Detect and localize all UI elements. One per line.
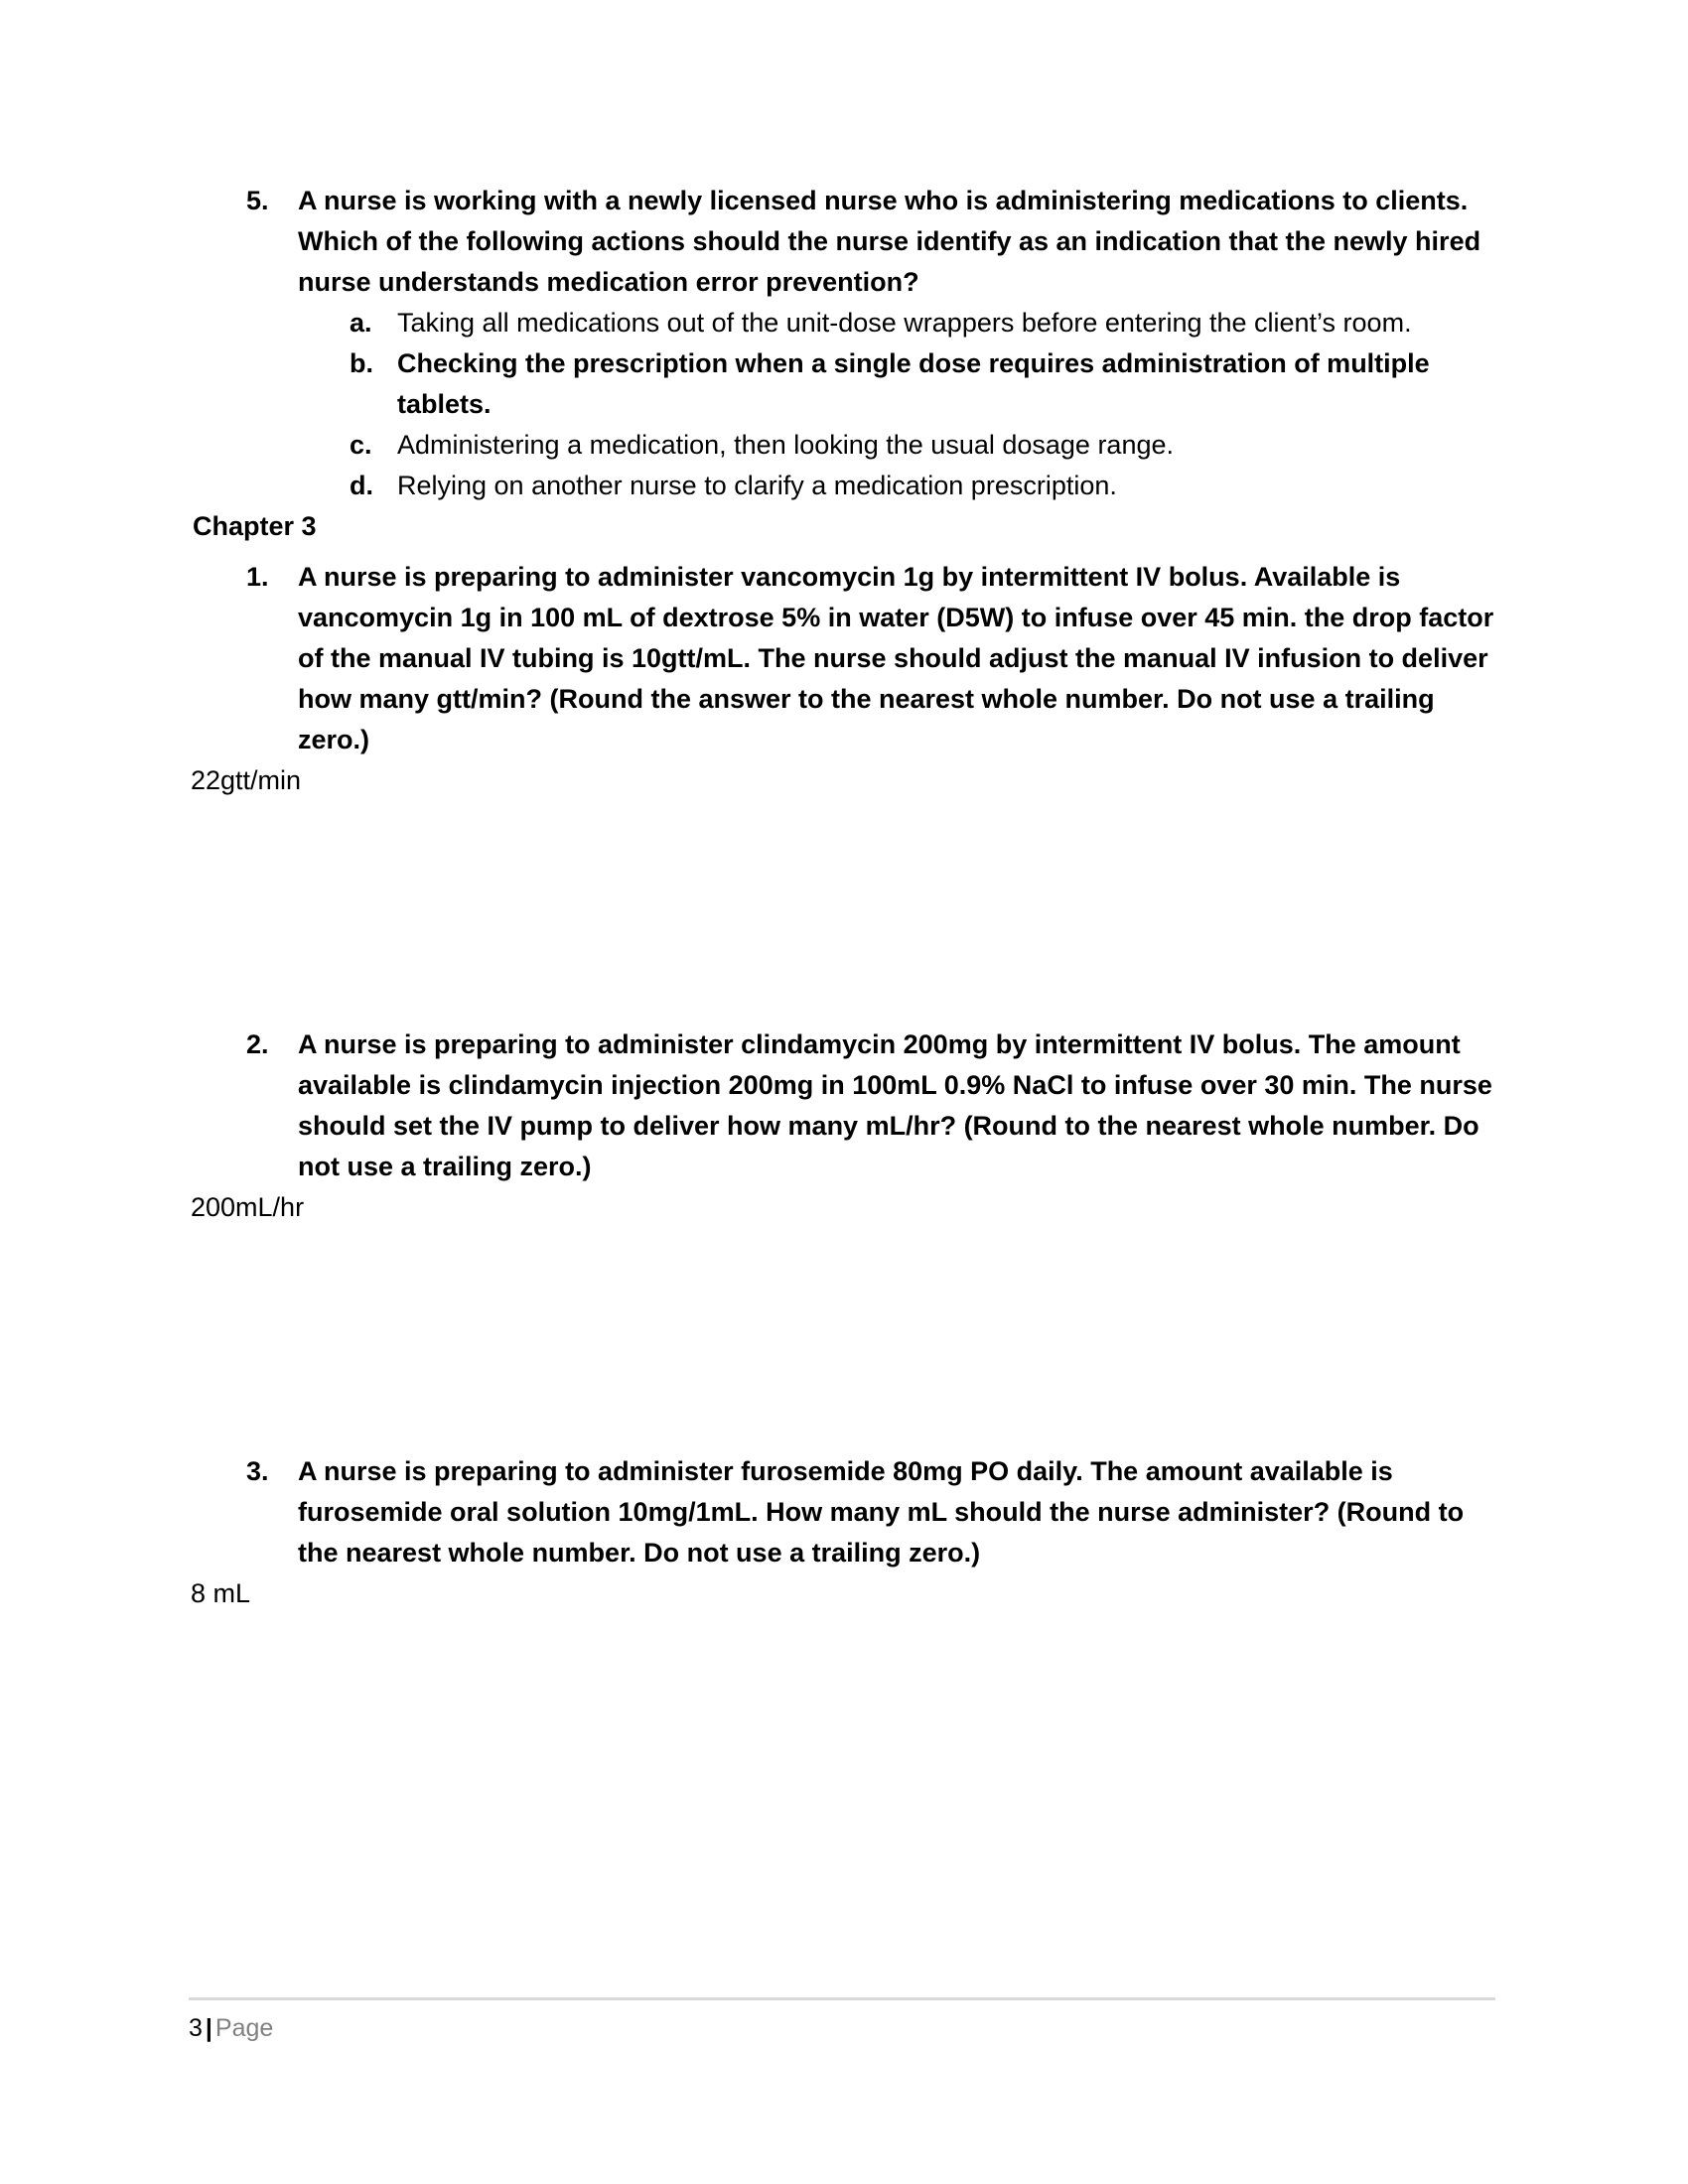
footer-separator: | (205, 2014, 212, 2042)
answer-option-a (298, 303, 1495, 343)
chapter-question-list-1 (195, 557, 1495, 760)
question-number: 3. (246, 1456, 269, 1486)
option-letter: c. (350, 430, 372, 460)
option-text: Taking all medications out of the unit-dose wrappers before entering the client’s room. (397, 308, 1412, 338)
footer-page-number: 3 (189, 2014, 203, 2042)
question-text: A nurse is preparing to administer furosemide 80mg PO daily. The amount available is furosemide oral solution 10mg/1mL. How many mL should the nurse administer? (Round to the nearest whole number. Do not use a trailing zero.) (298, 1456, 1465, 1568)
question-answer: 200mL/hr (191, 1192, 305, 1222)
chapter-question-list-2 (195, 1024, 1495, 1187)
option-text: Administering a medication, then looking the usual dosage range. (397, 430, 1174, 460)
question-text: A nurse is working with a newly licensed nurse who is administering medications to clients. Which of the following actions should the nurse identify as an indication that the newly hired nurse understands medication error prevention? (298, 186, 1481, 297)
question-item (195, 1024, 1495, 1187)
answer-option-list (298, 303, 1495, 506)
question-text: A nurse is preparing to administer clindamycin 200mg by intermittent IV bolus. The amount available is clindamycin injection 200mg in 100mL 0.9% NaCl to infuse over 30 min. The nurse should set the IV pump to deliver how many mL/hr? (Round to the nearest whole number. Do not use a trailing zero.) (298, 1029, 1492, 1181)
option-letter: a. (350, 308, 372, 338)
spacer (195, 801, 1495, 1024)
question-answer: 22gtt/min (191, 765, 302, 795)
option-text: Relying on another nurse to clarify a medication prescription. (397, 471, 1117, 500)
chapter-question-list-3 (195, 1451, 1495, 1573)
answer-option-c (298, 425, 1495, 466)
question-number: 2. (246, 1029, 269, 1059)
question-answer: 8 mL (191, 1578, 251, 1608)
footer-divider (189, 1997, 1495, 2000)
question-number: 1. (246, 562, 269, 592)
option-text-correct: Checking the prescription when a single dose requires administration of multiple tablets. (397, 348, 1430, 419)
option-letter: d. (350, 471, 373, 500)
question-item (195, 1451, 1495, 1573)
answer-option-b (298, 343, 1495, 425)
option-letter: b. (350, 348, 373, 378)
question-item (195, 557, 1495, 760)
spacer (195, 1228, 1495, 1451)
answer-option-d (298, 466, 1495, 506)
question-item (195, 181, 1495, 506)
chapter-heading: Chapter 3 (193, 511, 317, 541)
page-footer (189, 1997, 1495, 2044)
footer-label-text: Page (214, 2014, 274, 2042)
page-content (191, 181, 1495, 1614)
spacer (195, 547, 1495, 557)
question-text: A nurse is preparing to administer vancomycin 1g by intermittent IV bolus. Available is vancomycin 1g in 100 mL of dextrose 5% in water (D5W) to infuse over 45 min. the drop factor of the manual IV tubing is 10gtt/mL. The nurse should adjust the manual IV infusion to deliver how many gtt/min? (Round the answer to the nearest whole number. Do not use a trailing zero.) (298, 562, 1494, 754)
previous-chapter-question-list (195, 181, 1495, 506)
footer-page-label (189, 2012, 1495, 2044)
question-number: 5. (246, 186, 269, 215)
